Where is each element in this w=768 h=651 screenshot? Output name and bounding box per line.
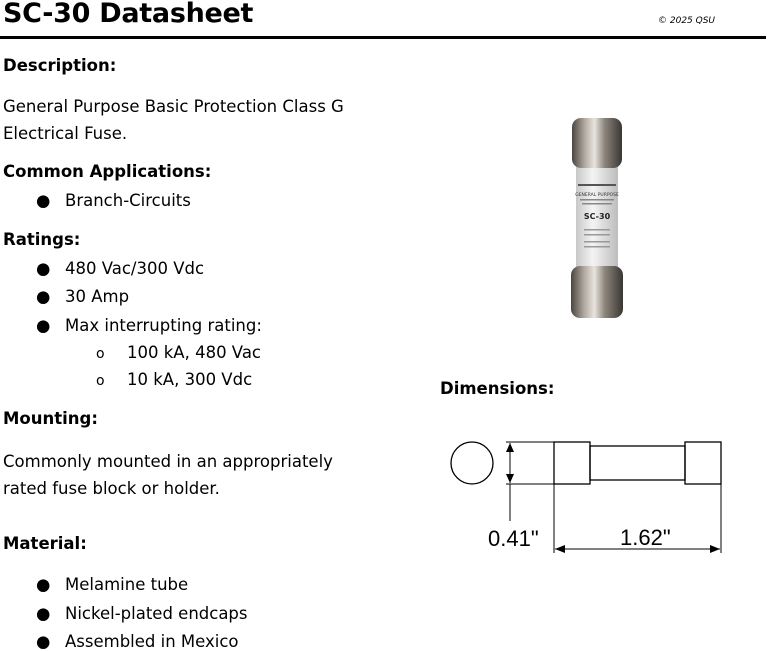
description-line-2: Electrical Fuse. (3, 124, 128, 143)
fuse-endcap-left (554, 442, 590, 484)
mounting-line-1: Commonly mounted in an appropriately (3, 452, 333, 471)
fuse-tube (590, 446, 685, 480)
list-item (36, 287, 129, 306)
bullet-icon: ● (36, 604, 51, 623)
arrowhead (506, 443, 514, 452)
arrowhead (506, 474, 514, 483)
bullet-icon: ● (36, 575, 51, 594)
bullet-icon: ● (36, 316, 51, 335)
list-item (36, 575, 188, 594)
sub-list-item-label: 10 kA, 300 Vdc (127, 370, 253, 389)
diameter-label: 0.41" (488, 526, 539, 551)
sub-list-item-label: 100 kA, 480 Vac (127, 343, 261, 362)
list-item-label: 480 Vac/300 Vdc (65, 259, 205, 278)
list-item (36, 632, 239, 651)
photo-label-line-2: SC-30 (583, 212, 611, 221)
material-heading: Material: (3, 534, 87, 553)
length-label: 1.62" (620, 525, 671, 550)
list-item-label: Melamine tube (65, 575, 189, 594)
dimension-drawing (440, 425, 740, 555)
mounting-heading: Mounting: (3, 409, 98, 428)
mounting-line-2: rated fuse block or holder. (3, 479, 220, 498)
ratings-heading: Ratings: (3, 230, 81, 249)
sub-list-item (96, 370, 252, 389)
page-title: SC-30 Datasheet (3, 0, 254, 29)
list-item (36, 259, 204, 278)
list-item (36, 191, 191, 210)
list-item-label: Max interrupting rating: (65, 316, 262, 335)
sub-list-item (96, 343, 261, 362)
bullet-icon: ● (36, 287, 51, 306)
applications-heading: Common Applications: (3, 162, 212, 181)
description-text (3, 93, 363, 147)
circle-bullet-icon: o (96, 373, 105, 389)
photo-label-line-1: GENERAL PURPOSE (575, 193, 619, 198)
copyright-note: © 2025 QSU (658, 16, 716, 26)
list-item-label: Nickel-plated endcaps (65, 604, 248, 623)
description-heading: Description: (3, 56, 117, 75)
list-item-label: Branch-Circuits (65, 191, 191, 210)
arrowhead (710, 545, 720, 553)
fuse-end-view (451, 442, 493, 484)
list-item (36, 316, 262, 335)
dimensions-heading: Dimensions: (440, 379, 555, 398)
fuse-photo (568, 116, 626, 320)
mounting-text (3, 448, 363, 502)
title-divider (0, 36, 766, 39)
list-item-label: 30 Amp (65, 287, 130, 306)
circle-bullet-icon: o (96, 346, 105, 362)
fuse-endcap-right (685, 442, 721, 484)
list-item (36, 604, 248, 623)
bullet-icon: ● (36, 259, 51, 278)
description-line-1: General Purpose Basic Protection Class G (3, 97, 344, 116)
list-item-label: Assembled in Mexico (65, 632, 239, 651)
bullet-icon: ● (36, 632, 51, 651)
bullet-icon: ● (36, 191, 51, 210)
arrowhead (555, 545, 565, 553)
